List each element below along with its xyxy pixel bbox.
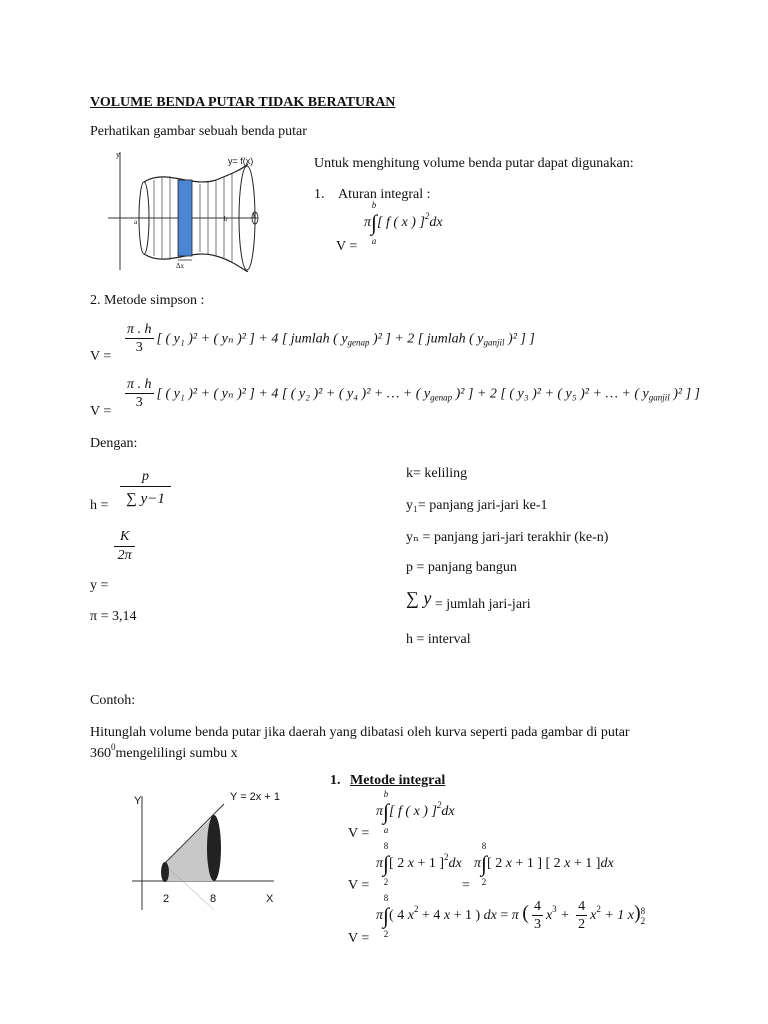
problem-line-2: $360^0mengelilingi$ sumbu x <box>90 742 238 761</box>
simpson-formula-a: $\frac{\pi . h}{3}$ [ ( y₁ )² + ( yₙ )² ] + 4 [ jumlah ( $y_{genap}$ )² ] + 2 [ jumlah ( $y_{ganjil}$ )² ] ] <box>127 322 535 355</box>
problem-line-1: Hitunglah volume benda putar jika daerah yang dibatasi oleh kurva seperti pada gambar di putar <box>90 725 630 740</box>
example-v-2: V = <box>348 878 370 893</box>
solid-revolution-figure <box>106 150 266 272</box>
def-keliling: k= keliling <box>406 466 468 481</box>
sum-y-text: = jumlah jari-jari <box>434 597 531 612</box>
h-label: h = <box>90 498 109 513</box>
intro-text: Perhatikan gambar sebuah benda putar <box>90 124 307 139</box>
example-v-1: V = <box>348 826 370 841</box>
example-equals-2: = <box>462 878 470 893</box>
fig2-func-label: Y = 2x + 1 <box>230 791 280 803</box>
example-integral-3: π 8 ∫ 2 ( 4 $x^2 + 4$ x + 1 ) dx = π ( $\frac{4}{3}$ $x^3$ + $\frac{4}{2}$ $x^2 + 1$ x) 8 2 <box>376 893 646 939</box>
fig1-x-label: x <box>252 210 257 220</box>
simpson-formula-a-v: V = <box>90 349 112 364</box>
pi-definition: π = 3,14 <box>90 609 137 624</box>
dengan-label: Dengan: <box>90 436 138 451</box>
simpson-formula-b: $\frac{\pi . h}{3}$ [ ( y₁ )² + ( yₙ )² ] + 4 [ ( y₂ )² + ( y₄ )² + … + ( $y_{genap}$ )² ] + 2 [ ( y₃ )² + ( y₅ )² + … + ( $y_{ganjil}$ )² ] ] <box>127 377 700 410</box>
def-yn: yₙ = panjang jari-jari terakhir (ke-n) <box>406 530 609 545</box>
h-fraction: $\frac{p}{\sum y-1}$ <box>120 468 171 511</box>
fig1-a-label: a <box>134 218 138 226</box>
simpson-formula-b-v: V = <box>90 404 112 419</box>
example-v-3: V = <box>348 931 370 946</box>
def-p: p = panjang bangun <box>406 560 517 575</box>
cone-region-figure <box>128 786 280 914</box>
example-integral-1: π b ∫ a [ f ( x ) ]$^2$dx <box>376 789 455 835</box>
y-label: y = <box>90 578 109 593</box>
def-h: h = interval <box>406 632 471 647</box>
method1-number: 1. <box>314 187 325 202</box>
def-y1: y₁= panjang jari-jari ke-1 <box>406 498 548 513</box>
example-heading: 1. Metode integral <box>330 773 446 788</box>
example-integral-2b: π 8 ∫ 2 [ 2 x + 1 ] [ 2 x + 1 ]dx <box>474 841 614 887</box>
sum-y-symbol: ∑ y <box>406 588 432 608</box>
y-fraction: $\frac{K}{2\pi}$ <box>114 528 135 565</box>
fig1-func-label: y= f(x) <box>228 156 254 166</box>
contoh-label: Contoh: <box>90 693 136 708</box>
fig2-tick-8: 8 <box>210 893 217 905</box>
example-integral-2: π 8 ∫ 2 [ 2 x + 1 ]$^2$dx <box>376 841 462 887</box>
fig1-y-label: y <box>116 150 120 159</box>
method1-v-label: V = <box>336 239 358 254</box>
def-sum-y <box>406 588 531 613</box>
fig1-dx-label: Δx <box>176 262 185 270</box>
page-title: VOLUME BENDA PUTAR TIDAK BERATURAN <box>90 95 396 110</box>
fig2-x-label: X <box>266 893 274 905</box>
fig2-y-label: Y <box>134 795 142 807</box>
simpson-a-fraction: $\frac{\pi . h}{3}$ <box>127 322 152 355</box>
method2-label: 2. Metode simpson : <box>90 293 205 308</box>
right-intro-text: Untuk menghitung volume benda putar dapat digunakan: <box>314 156 634 171</box>
simpson-b-fraction: $\frac{\pi . h}{3}$ <box>127 377 152 410</box>
method1-text: Aturan integral : <box>338 187 431 202</box>
integral-formula-1: π b ∫ a [ f ( x ) ]$^2$dx <box>364 200 443 246</box>
fig2-tick-2: 2 <box>163 893 170 905</box>
fig1-b-label: b <box>224 215 228 223</box>
